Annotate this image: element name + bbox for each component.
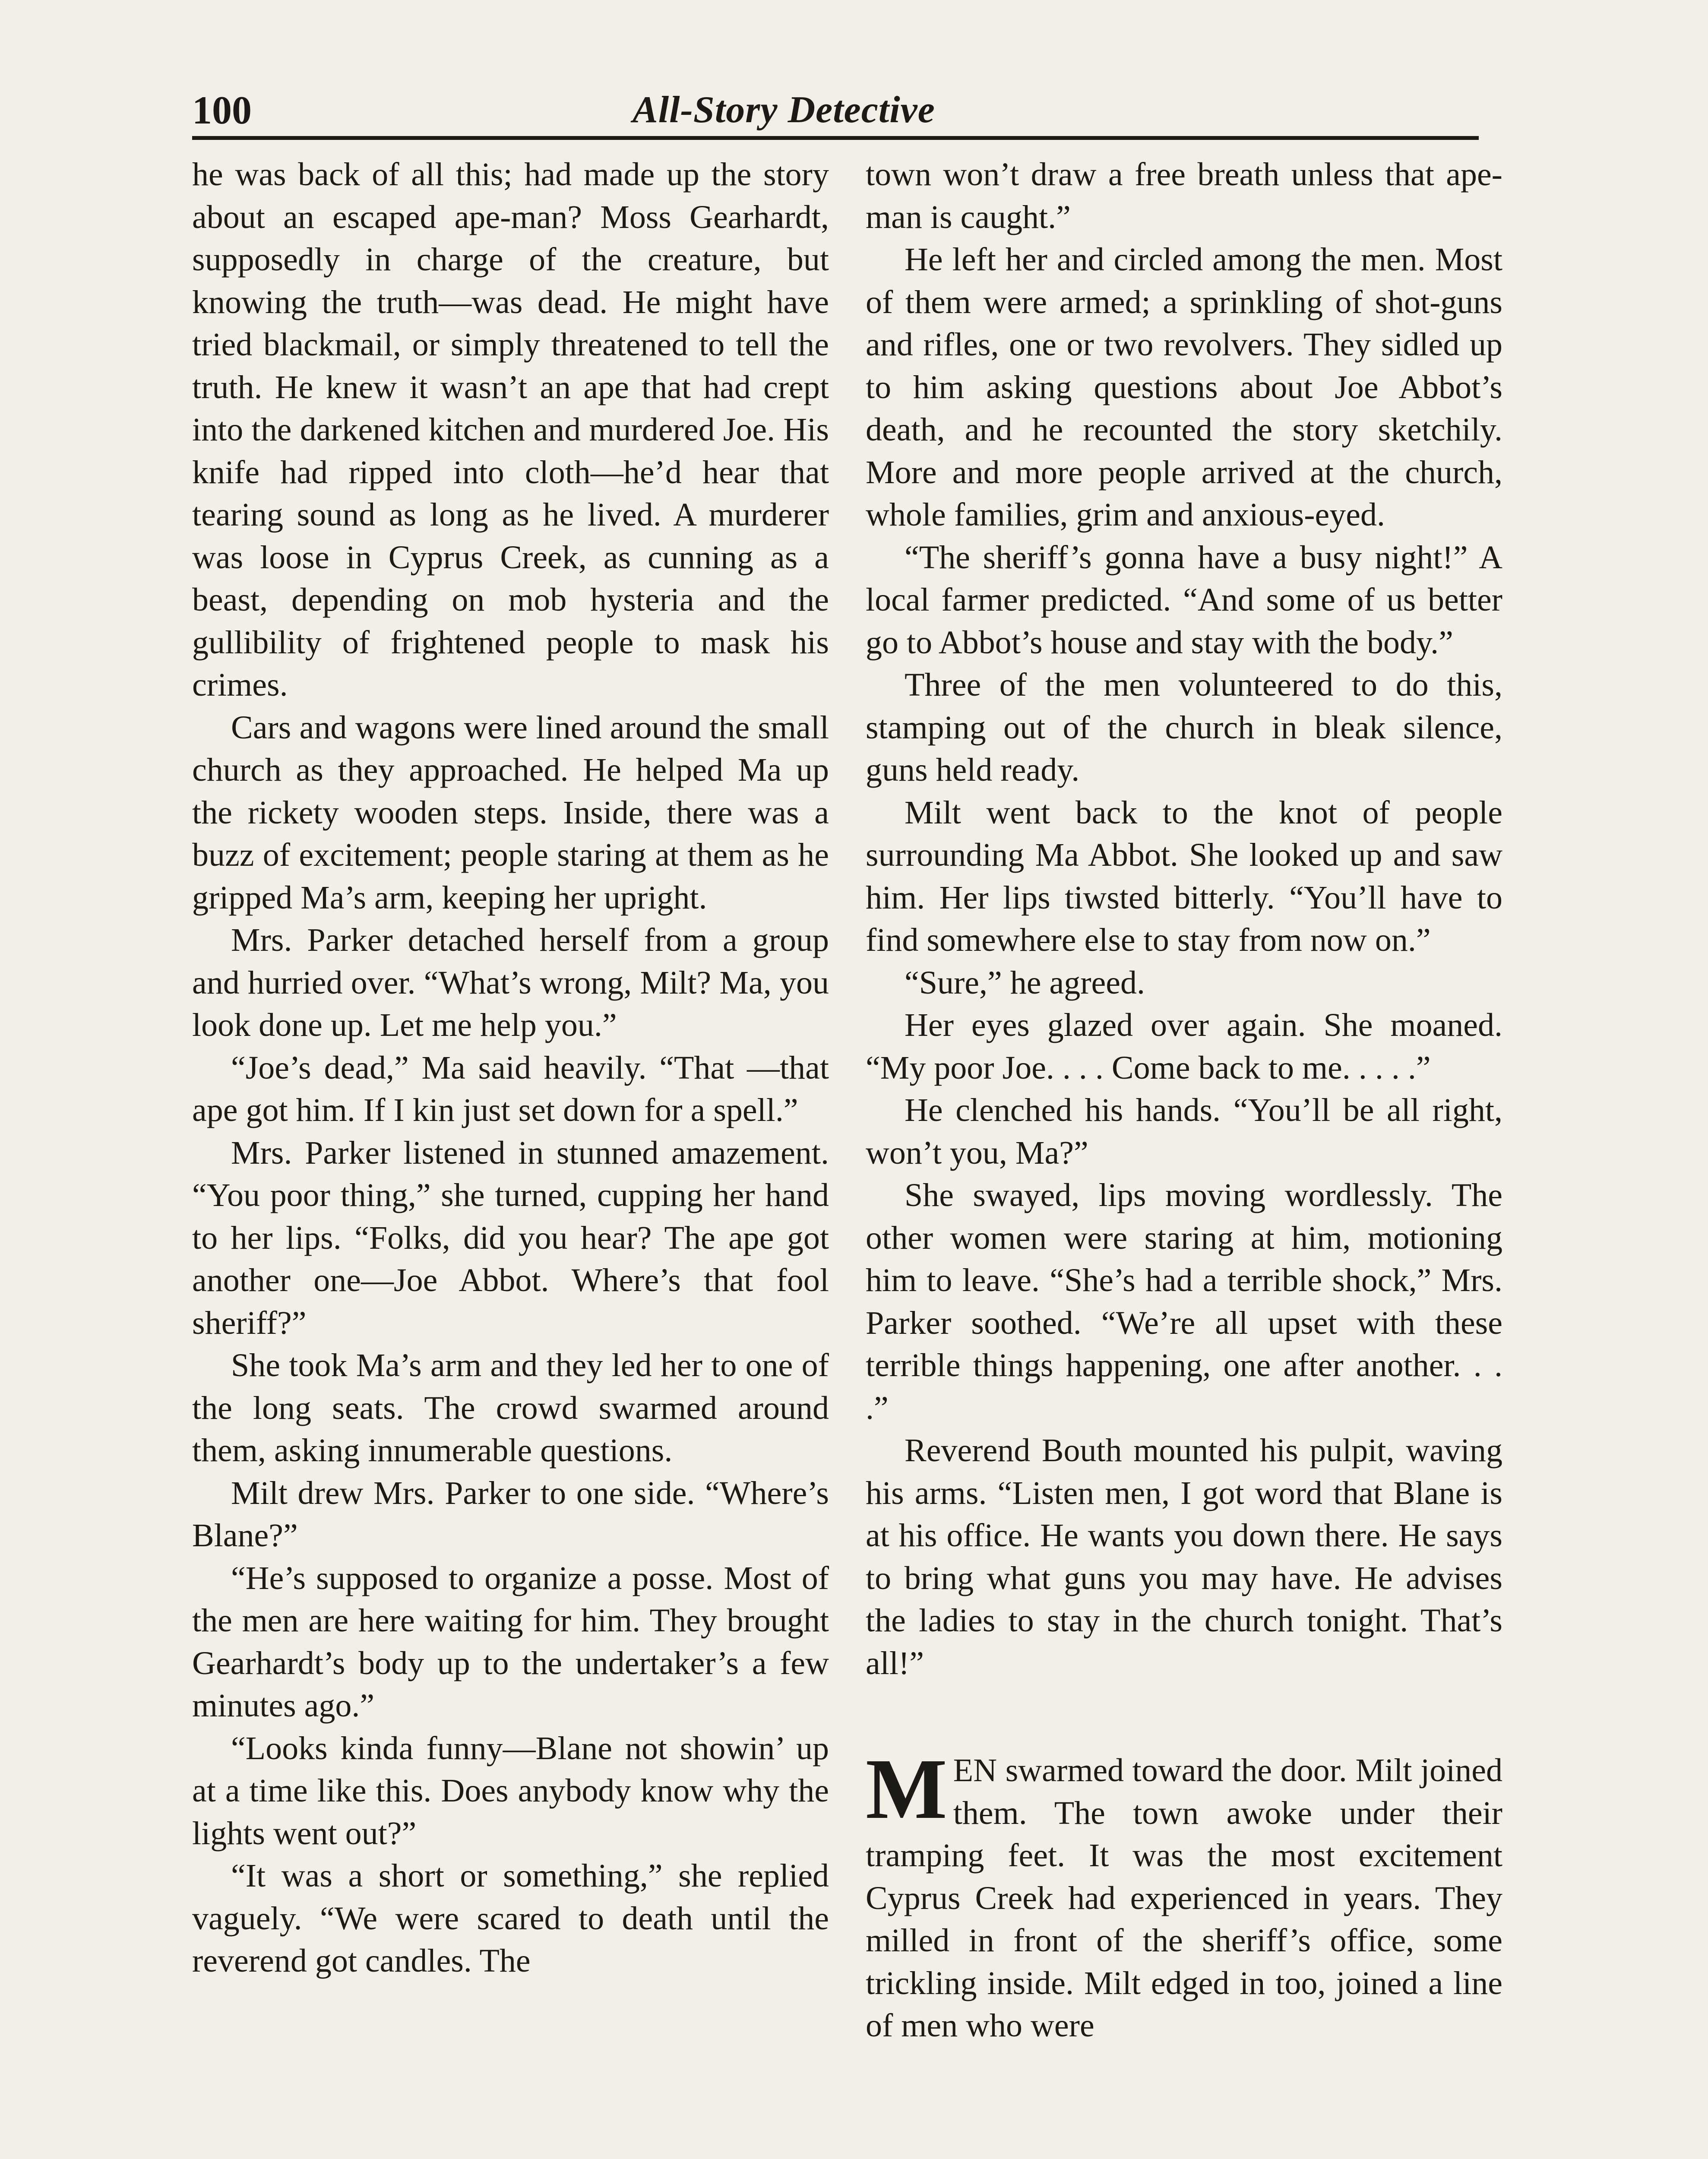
paragraph: He clenched his hands. “You’ll be all right, won’t you, Ma?”	[866, 1092, 1502, 1171]
section-text: EN swarmed toward the door. Milt joined them. The town awoke under their tramping feet. It was the most excitement Cyprus Creek had experienced in years. They milled in front of the sheriff’s office, some trickling inside. Milt edged in too, joined a line of men who were	[866, 1752, 1502, 2044]
paragraph: town won’t draw a free breath unless that ape-man is caught.”	[866, 156, 1502, 235]
section-start-paragraph	[866, 1741, 1502, 2047]
paragraph: “He’s supposed to organize a posse. Most of the men are here waiting for him. They brought Gearhardt’s body up to the undertaker’s a few minutes ago.”	[192, 1560, 829, 1724]
paragraph: Milt went back to the knot of people surrounding Ma Abbot. She looked up and saw him. Her lips tiwsted bitterly. “You’ll have to find somewhere else to stay from now on.”	[866, 794, 1502, 958]
page-number: 100	[192, 88, 252, 132]
paragraph: She swayed, lips moving wordlessly. The other women were staring at him, motioning him to leave. “She’s had a terrible shock,” Mrs. Parker soothed. “We’re all upset with these terrible things happening, one after another. . . .”	[866, 1177, 1502, 1426]
paragraph: Her eyes glazed over again. She moaned. “My poor Joe. . . . Come back to me. . . . .”	[866, 1007, 1502, 1086]
paragraph: he was back of all this; had made up the story about an escaped ape-man? Moss Gearhardt, supposedly in charge of the creature, but knowing the truth—was dead. He might have tried blackmail, or simply threatened to tell the truth. He knew it wasn’t an ape that had crept into the darkened kitchen and murdered Joe. His knife had ripped into cloth—he’d hear that tearing sound as long as he lived. A murderer was loose in Cyprus Creek, as cunning as a beast, depending on mob hysteria and the gullibility of frightened people to mask his crimes.	[192, 156, 829, 703]
paragraph: “The sheriff’s gonna have a busy night!” A local farmer predicted. “And some of us better go to Abbot’s house and stay with the body.”	[866, 539, 1502, 661]
paragraph: Mrs. Parker detached herself from a group and hurried over. “What’s wrong, Milt? Ma, you look done up. Let me help you.”	[192, 922, 829, 1043]
paragraph: “Joe’s dead,” Ma said heavily. “That —that ape got him. If I kin just set down for a spell.”	[192, 1049, 829, 1128]
paragraph: She took Ma’s arm and they led her to one of the long seats. The crowd swarmed around them, asking innumerable questions.	[192, 1347, 829, 1469]
page-header	[192, 89, 1479, 140]
paragraph: “Looks kinda funny—Blane not showin’ up at a time like this. Does anybody know why the lights went out?”	[192, 1730, 829, 1852]
paragraph: Cars and wagons were lined around the small church as they approached. He helped Ma up the rickety wooden steps. Inside, there was a buzz of excitement; people staring at them as he gripped Ma’s arm, keeping her upright.	[192, 709, 829, 916]
magazine-title: All-Story Detective	[633, 89, 935, 131]
paragraph: Milt drew Mrs. Parker to one side. “Where’s Blane?”	[192, 1475, 829, 1554]
right-column	[866, 153, 1502, 2047]
paragraph: Reverend Bouth mounted his pulpit, waving his arms. “Listen men, I got word that Blane is at his office. He wants you down there. He says to bring what guns you may have. He advises the ladies to stay in the church tonight. That’s all!”	[866, 1432, 1502, 1681]
drop-cap: M	[866, 1741, 947, 1837]
left-column	[192, 153, 829, 1982]
paragraph: He left her and circled among the men. Most of them were armed; a sprinkling of shot-guns and rifles, one or two revolvers. They sidled up to him asking questions about Joe Abbot’s death, and he recounted the story sketchily. More and more people arrived at the church, whole families, grim and anxious-eyed.	[866, 241, 1502, 533]
paragraph: Mrs. Parker listened in stunned amazement. “You poor thing,” she turned, cupping her hand to her lips. “Folks, did you hear? The ape got another one—Joe Abbot. Where’s that fool sheriff?”	[192, 1134, 829, 1341]
paragraph: “It was a short or something,” she replied vaguely. “We were scared to death until the reverend got candles. The	[192, 1858, 829, 1979]
paragraph: Three of the men volunteered to do this, stamping out of the church in bleak silence, guns held ready.	[866, 667, 1502, 788]
paragraph: “Sure,” he agreed.	[905, 964, 1145, 1001]
